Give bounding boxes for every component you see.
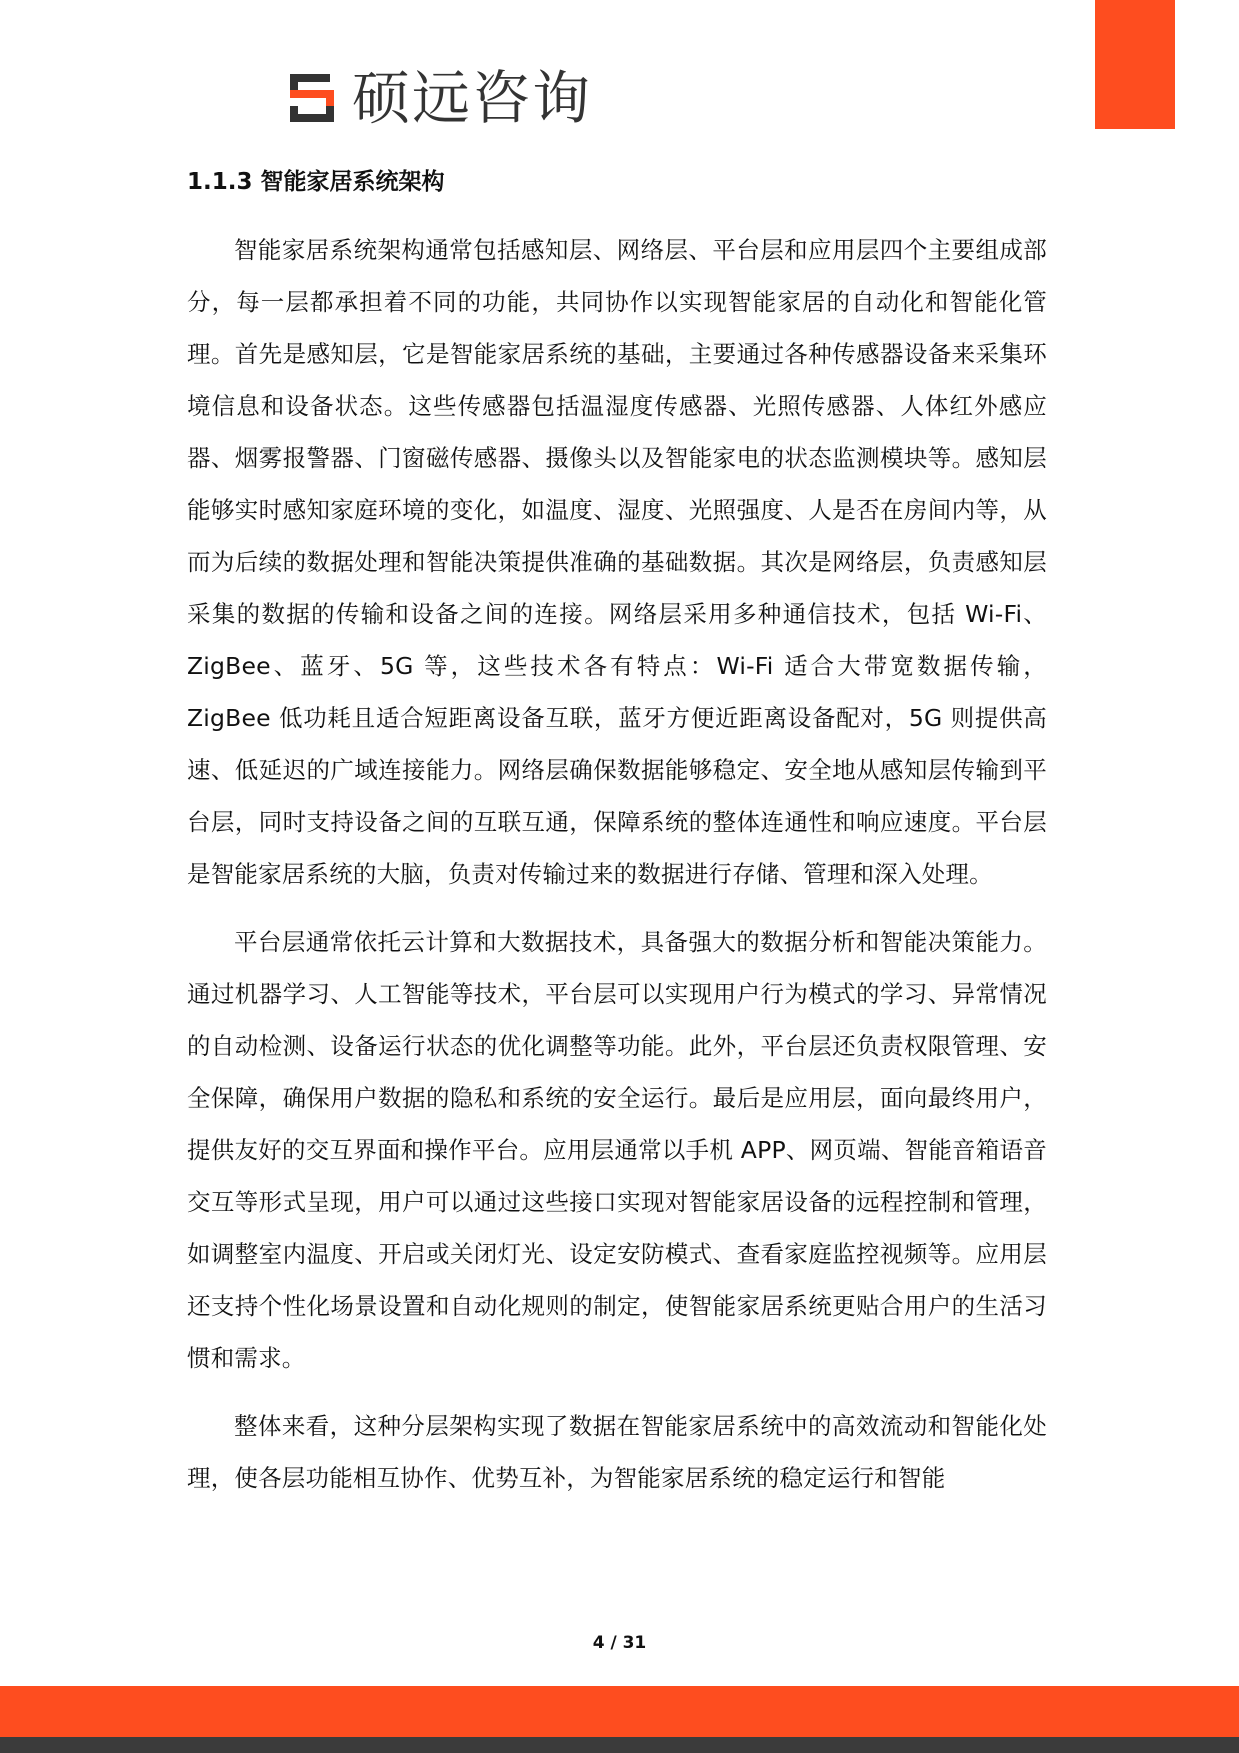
company-name: 硕远咨询 xyxy=(352,64,593,132)
body-paragraph-1: 智能家居系统架构通常包括感知层、网络层、平台层和应用层四个主要组成部分，每一层都承担着不同的功能，共同协作以实现智能家居的自动化和智能化管理。首先是感知层，它是智能家居系统的基础，主要通过各种传感器设备来采集环境信息和设备状态。这些传感器包括温湿度传感器、光照传感器、人体红外感应器、烟雾报警器、门窗磁传感器、摄像头以及智能家电的状态监测模块等。感知层能够实时感知家庭环境的变化，如温度、湿度、光照强度、人是否在房间内等，从而为后续的数据处理和智能决策提供准确的基础数据。其次是网络层，负责感知层采集的数据的传输和设备之间的连接。网络层采用多种通信技术，包括 Wi-Fi、ZigBee、蓝牙、5G 等，这些技术各有特点：Wi-Fi 适合大带宽数据传输，ZigBee 低功耗且适合短距离设备互联，蓝牙方便近距离设备配对，5G 则提供高速、低延迟的广域连接能力。网络层确保数据能够稳定、安全地从感知层传输到平台层，同时支持设备之间的互联互通，保障系统的整体连通性和响应速度。平台层是智能家居系统的大脑，负责对传输过来的数据进行存储、管理和深入处理。 xyxy=(187,236,1047,888)
section-heading: 1.1.3 智能家居系统架构 xyxy=(187,169,445,195)
document-body xyxy=(187,160,1047,1504)
header-accent-tab xyxy=(1095,0,1175,129)
page-number: 4 / 31 xyxy=(592,1633,647,1653)
footer-accent-bar xyxy=(0,1686,1239,1737)
body-paragraph-3: 整体来看，这种分层架构实现了数据在智能家居系统中的高效流动和智能化处理，使各层功能相互协作、优势互补，为智能家居系统的稳定运行和智能 xyxy=(187,1412,1047,1492)
footer-dark-rule xyxy=(0,1737,1239,1753)
body-paragraph-2: 平台层通常依托云计算和大数据技术，具备强大的数据分析和智能决策能力。通过机器学习、人工智能等技术，平台层可以实现用户行为模式的学习、异常情况的自动检测、设备运行状态的优化调整等功能。此外，平台层还负责权限管理、安全保障，确保用户数据的隐私和系统的安全运行。最后是应用层，面向最终用户，提供友好的交互界面和操作平台。应用层通常以手机 APP、网页端、智能音箱语音交互等形式呈现，用户可以通过这些接口实现对智能家居设备的远程控制和管理，如调整室内温度、开启或关闭灯光、设定安防模式、查看家庭监控视频等。应用层还支持个性化场景设置和自动化规则的制定，使智能家居系统更贴合用户的生活习惯和需求。 xyxy=(187,928,1047,1372)
company-logo-icon xyxy=(282,68,344,128)
company-logo xyxy=(282,66,592,130)
